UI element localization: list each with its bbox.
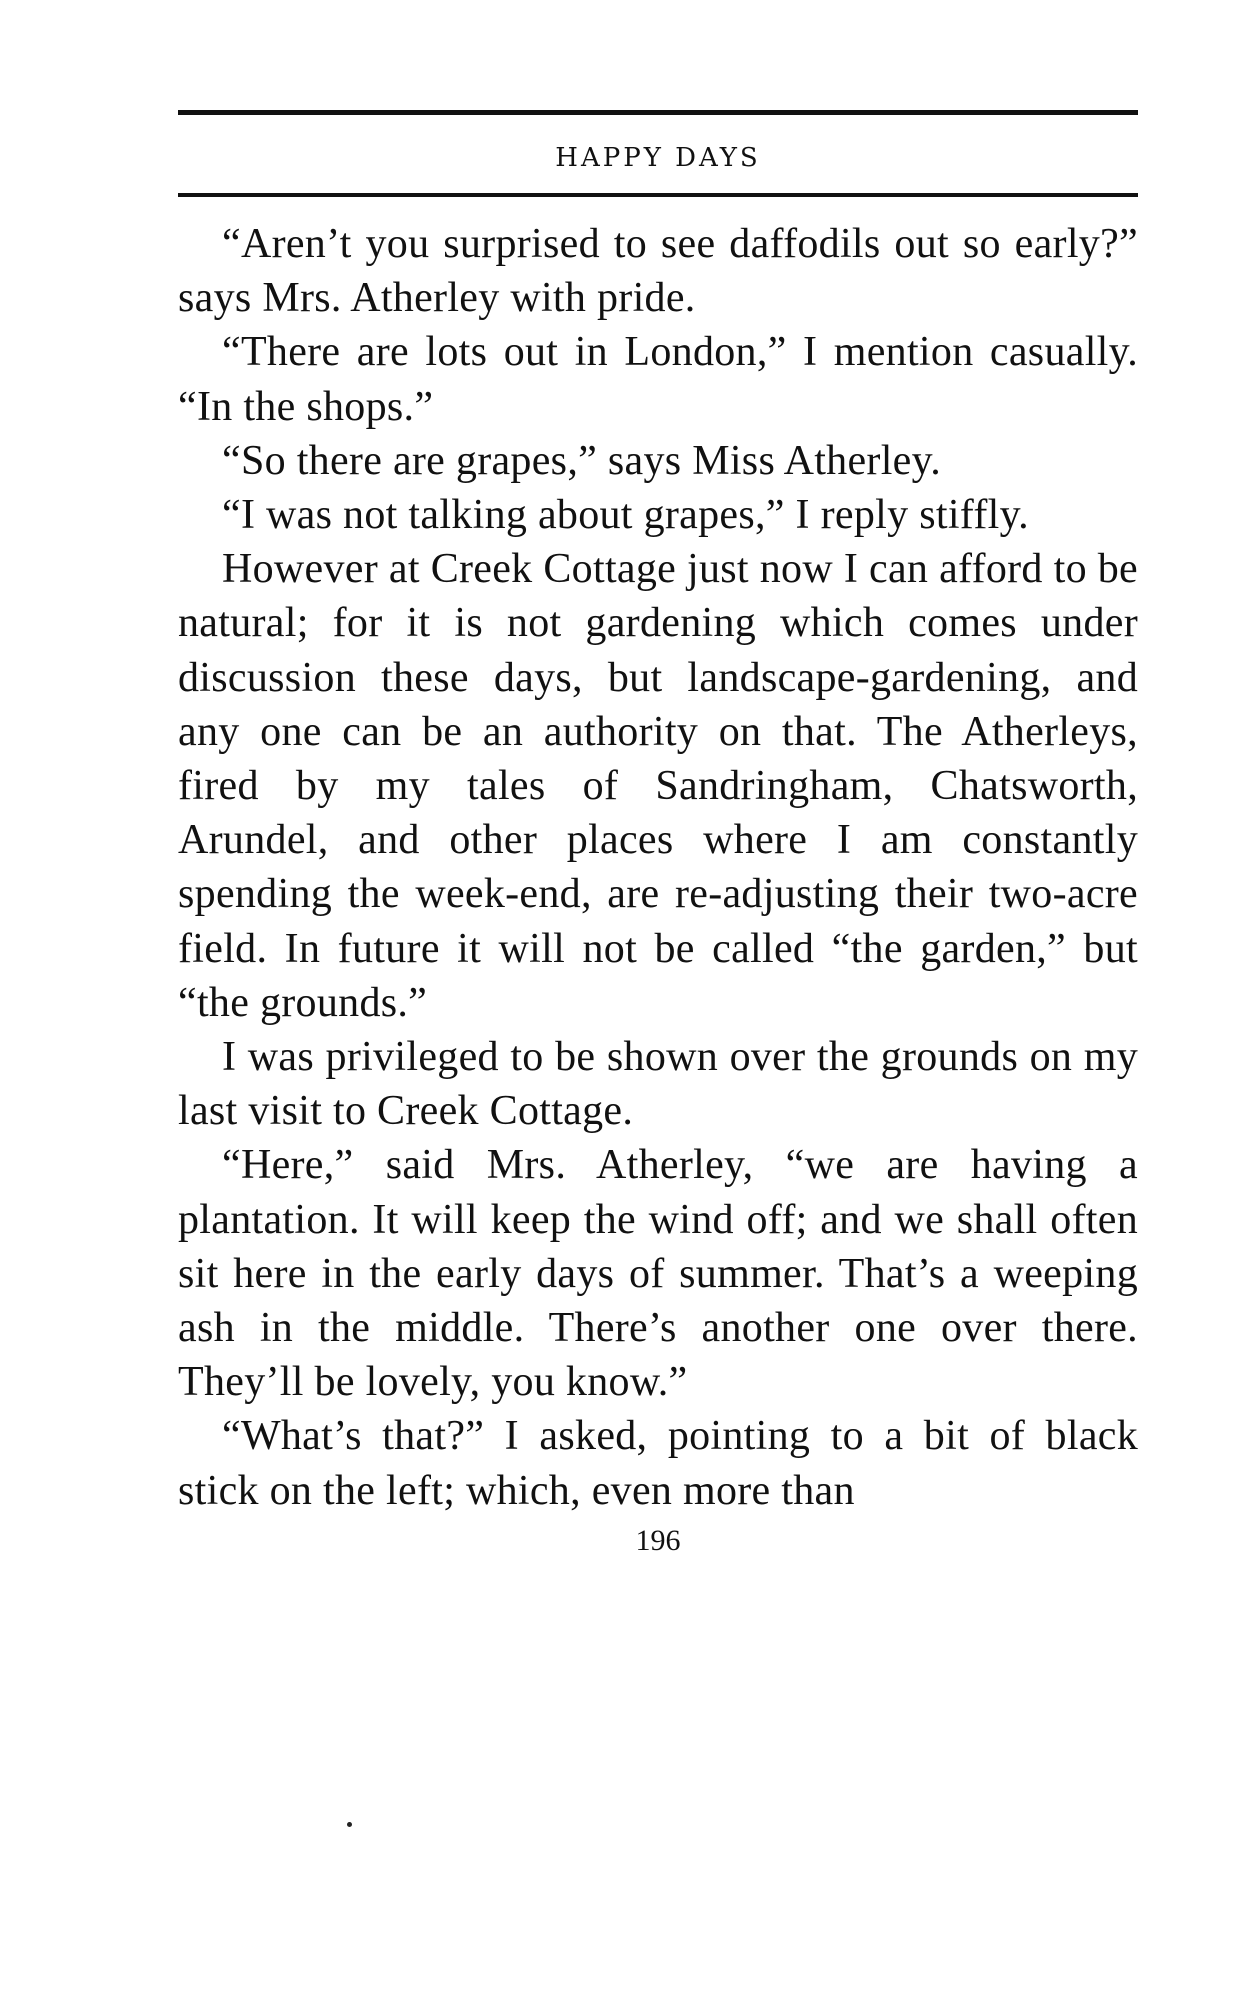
paragraph: I was privileged to be shown over the grounds on my last visit to Creek Cottage. [178, 1034, 1138, 1135]
paragraph: “I was not talking about grapes,” I reply stiffly. [222, 492, 1029, 539]
paragraph: “So there are grapes,” says Miss Atherley. [222, 437, 941, 484]
body-text [178, 217, 1138, 1518]
page-number: 196 [635, 1523, 681, 1557]
header-rule-top [178, 110, 1138, 115]
paragraph: “Aren’t you surprised to see daffodils out so early?” says Mrs. Atherley with pride. [178, 221, 1138, 322]
paragraph: However at Creek Cottage just now I can afford to be natural; for it is not gardening which comes under discussion these days, but landscape-gardening, and any one can be an authority on that. The Atherleys, fired by my tales of Sandringham, Chatsworth, Arundel, and other places where I am constantly spending the week-end, are re-adjusting their two-acre field. In future it will not be called “the garden,” but “the grounds.” [178, 546, 1138, 1026]
paragraph: “Here,” said Mrs. Atherley, “we are having a plantation. It will keep the wind off; and we shall often sit here in the early days of summer. That’s a weeping ash in the middle. There’s another one over there. They’ll be lovely, you know.” [178, 1142, 1138, 1406]
paragraph: “What’s that?” I asked, pointing to a bit of black stick on the left; which, even more than [178, 1413, 1138, 1514]
header-rule-bottom [178, 193, 1138, 197]
book-page [178, 110, 1138, 1558]
paragraph: “There are lots out in London,” I mention casually. “In the shops.” [178, 329, 1138, 430]
running-head: HAPPY DAYS [555, 143, 761, 173]
print-speck [347, 1822, 352, 1827]
